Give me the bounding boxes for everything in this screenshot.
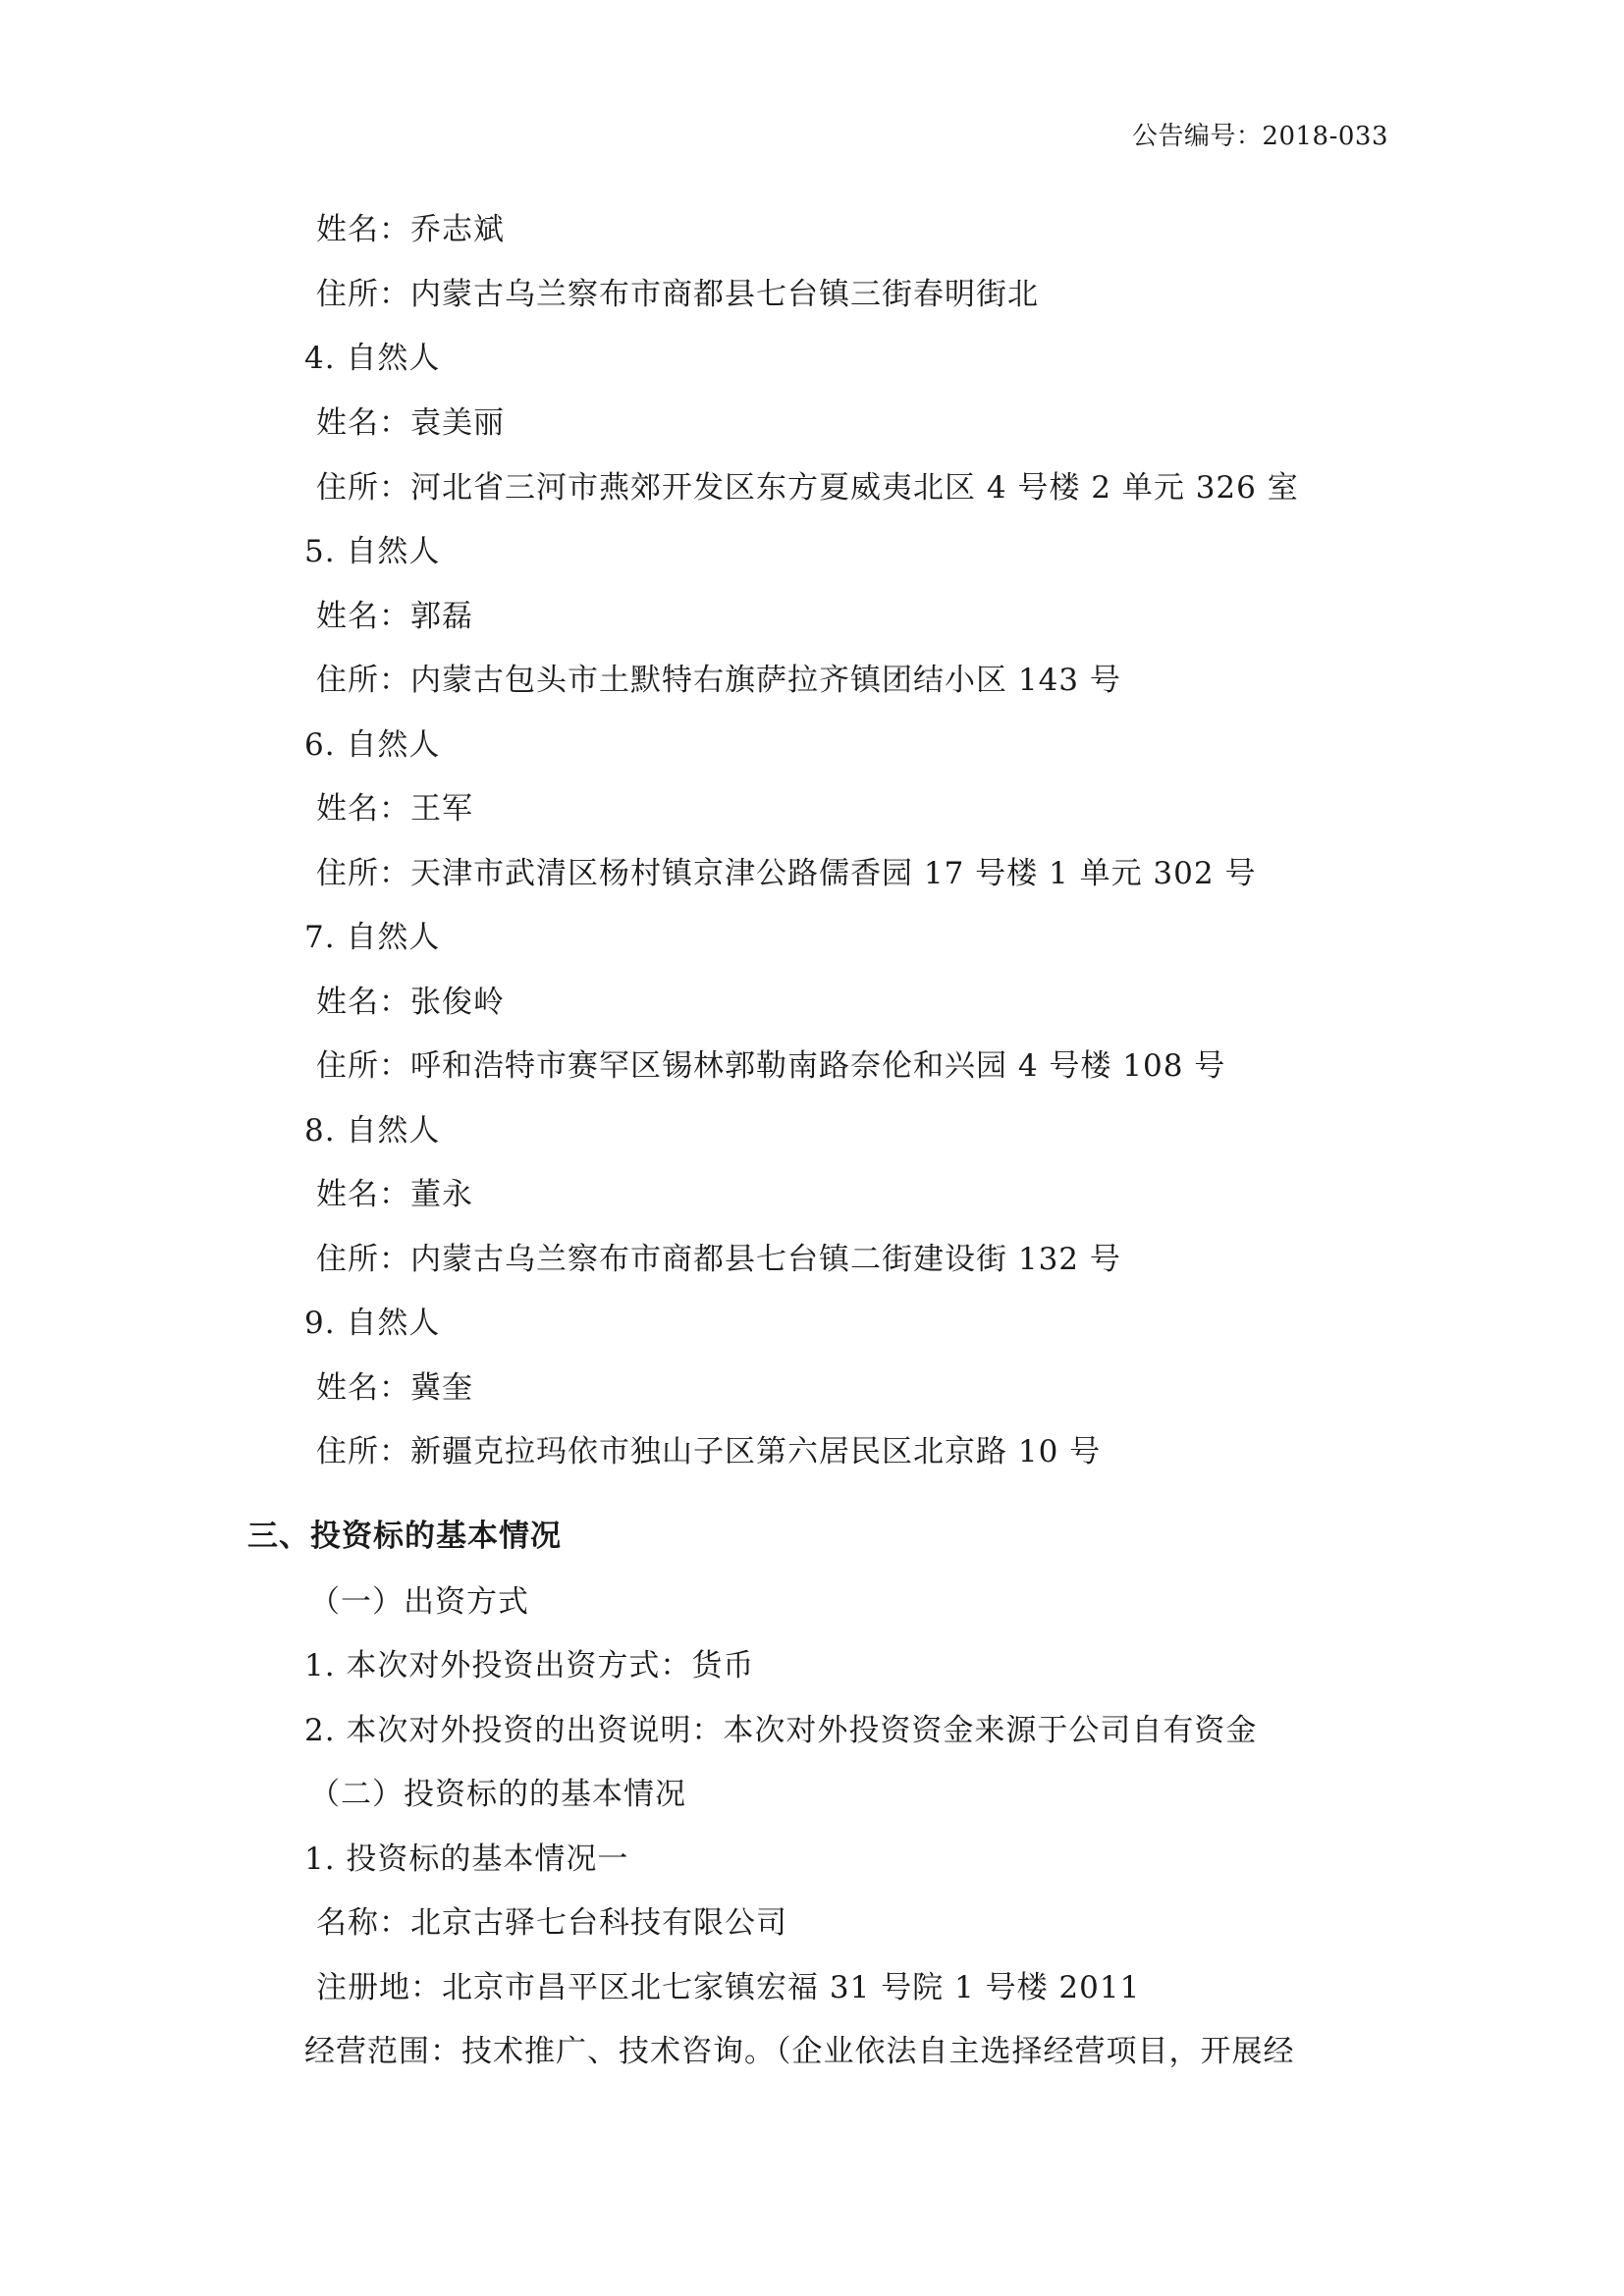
paragraph-funding-source: 2. 本次对外投资的出资说明：本次对外投资资金来源于公司自有资金 bbox=[304, 1713, 1258, 1748]
registered-address-line: 注册地：北京市昌平区北七家镇宏福 31 号院 1 号楼 2011 bbox=[316, 1970, 1141, 2005]
subsection-heading-2: （二）投资标的的基本情况 bbox=[309, 1777, 686, 1812]
name-line-guo: 姓名：郭磊 bbox=[316, 599, 473, 634]
business-scope-line: 经营范围：技术推广、技术咨询。（企业依法自主选择经营项目，开展经 bbox=[304, 2034, 1295, 2069]
name-line-yuan: 姓名：袁美丽 bbox=[316, 405, 505, 441]
list-item-9: 9. 自然人 bbox=[304, 1306, 441, 1341]
notice-number: 公告编号：2018-033 bbox=[1131, 122, 1388, 151]
address-line-guo: 住所：内蒙古包头市土默特右旗萨拉齐镇团结小区 143 号 bbox=[316, 663, 1121, 698]
name-line-dong: 姓名：董永 bbox=[316, 1177, 473, 1212]
subsection-heading-1: （一）出资方式 bbox=[309, 1584, 529, 1620]
name-line-zhang: 姓名：张俊岭 bbox=[316, 985, 505, 1020]
name-line-wang: 姓名：王军 bbox=[316, 791, 473, 827]
list-item-6: 6. 自然人 bbox=[304, 727, 441, 763]
address-line-ji: 住所：新疆克拉玛依市独山子区第六居民区北京路 10 号 bbox=[316, 1434, 1102, 1469]
name-line-ji: 姓名：冀奎 bbox=[316, 1370, 473, 1406]
address-line-zhang: 住所：呼和浩特市赛罕区锡林郭勒南路奈伦和兴园 4 号楼 108 号 bbox=[316, 1048, 1226, 1084]
address-line-wang: 住所：天津市武清区杨村镇京津公路儒香园 17 号楼 1 单元 302 号 bbox=[316, 856, 1257, 891]
list-item-8: 8. 自然人 bbox=[304, 1113, 441, 1148]
list-item-4: 4. 自然人 bbox=[304, 341, 441, 376]
paragraph-funding-method: 1. 本次对外投资出资方式：货币 bbox=[304, 1648, 755, 1683]
list-item-7: 7. 自然人 bbox=[304, 920, 441, 955]
list-item-5: 5. 自然人 bbox=[304, 534, 441, 569]
name-line-qiao: 姓名：乔志斌 bbox=[316, 212, 505, 247]
address-line-yuan: 住所：河北省三河市燕郊开发区东方夏威夷北区 4 号楼 2 单元 326 室 bbox=[316, 470, 1299, 506]
section-heading-3: 三、投资标的基本情况 bbox=[247, 1519, 562, 1554]
address-line-qiao: 住所：内蒙古乌兰察布市商都县七台镇三街春明街北 bbox=[316, 277, 1039, 312]
address-line-dong: 住所：内蒙古乌兰察布市商都县七台镇二街建设街 132 号 bbox=[316, 1242, 1121, 1277]
company-name-line: 名称：北京古驿七台科技有限公司 bbox=[316, 1905, 787, 1941]
target-heading-1: 1. 投资标的基本情况一 bbox=[304, 1842, 629, 1877]
